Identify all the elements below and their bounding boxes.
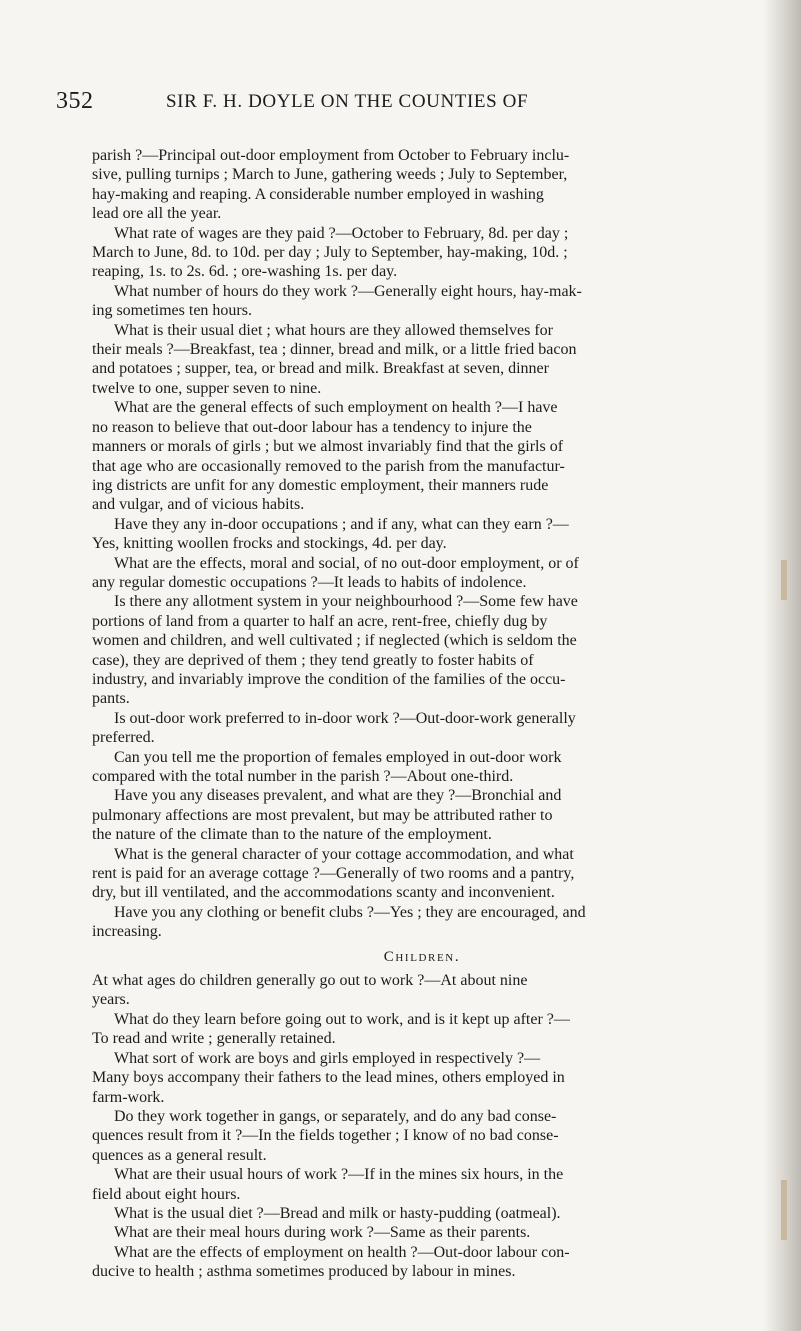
text-line: March to June, 8d. to 10d. per day ; July to September, hay-making, 10d. ;	[92, 244, 568, 262]
text-line: women and children, and well cultivated ; if neglected (which is seldom the	[92, 632, 577, 650]
text-line: field about eight hours.	[92, 1185, 241, 1203]
text-line: any regular domestic occupations ?—It leads to habits of indolence.	[92, 573, 527, 591]
text-line: What are the effects, moral and social, of no out-door employment, or of	[114, 554, 579, 572]
text-line: ing districts are unfit for any domestic employment, their manners rude	[92, 476, 549, 494]
text-line: farm-work.	[92, 1088, 165, 1106]
text-line: At what ages do children generally go out to work ?—At about nine	[92, 972, 528, 990]
text-line: What is the usual diet ?—Bread and milk or hasty-pudding (oatmeal).	[114, 1204, 561, 1222]
text-line: quences result from it ?—In the fields together ; I know of no bad conse-	[92, 1127, 559, 1145]
text-line: their meals ?—Breakfast, tea ; dinner, bread and milk, or a little fried bacon	[92, 341, 577, 359]
text-line: Is there any allotment system in your neighbourhood ?—Some few have	[114, 593, 578, 611]
page-header	[56, 88, 756, 118]
text-line: that age who are occasionally removed to the parish from the manufactur-	[92, 457, 565, 475]
text-line: Do they work together in gangs, or separately, and do any bad conse-	[114, 1107, 557, 1125]
text-line: dry, but ill ventilated, and the accommodations scanty and inconvenient.	[92, 884, 555, 902]
page-number: 352	[56, 88, 94, 114]
text-line: Yes, knitting woollen frocks and stockings, 4d. per day.	[92, 535, 447, 553]
text-line: What number of hours do they work ?—Generally eight hours, hay-mak-	[114, 282, 582, 300]
text-line: hay-making and reaping. A considerable number employed in washing	[92, 185, 544, 203]
text-line: Is out-door work preferred to in-door work ?—Out-door-work generally	[114, 709, 576, 727]
text-line: What is the general character of your cottage accommodation, and what	[114, 845, 574, 863]
text-line: Have they any in-door occupations ; and if any, what can they earn ?—	[114, 515, 569, 533]
text-line: Have you any diseases prevalent, and what are they ?—Bronchial and	[114, 787, 562, 805]
text-line: reaping, 1s. to 2s. 6d. ; ore-washing 1s. per day.	[92, 263, 398, 281]
text-line: What are the general effects of such employment on health ?—I have	[114, 399, 558, 417]
text-line: ing sometimes ten hours.	[92, 302, 252, 320]
text-line: case), they are deprived of them ; they tend greatly to foster habits of	[92, 651, 534, 669]
text-line: What are their usual hours of work ?—If in the mines six hours, in the	[114, 1166, 564, 1184]
text-line: increasing.	[92, 923, 162, 941]
binding-mark	[781, 1180, 787, 1240]
text-line: pulmonary affections are most prevalent, but may be attributed rather to	[92, 806, 553, 824]
text-line: and vulgar, and of vicious habits.	[92, 496, 305, 514]
text-line: What are the effects of employment on health ?—Out-door labour con-	[114, 1243, 570, 1261]
text-line: What is their usual diet ; what hours are they allowed themselves for	[114, 321, 553, 339]
running-head: SIR F. H. DOYLE ON THE COUNTIES OF	[166, 91, 529, 112]
text-line: and potatoes ; supper, tea, or bread and milk. Breakfast at seven, dinner	[92, 360, 549, 378]
text-line: no reason to believe that out-door labour has a tendency to injure the	[92, 418, 532, 436]
binding-mark	[781, 560, 787, 600]
page-edge-shadow	[763, 0, 801, 1331]
text-block-parish	[92, 146, 752, 942]
text-line: Many boys accompany their fathers to the lead mines, others employed in	[92, 1069, 565, 1087]
text-line: industry, and invariably improve the condition of the families of the occu-	[92, 670, 566, 688]
text-line: sive, pulling turnips ; March to June, gathering weeds ; July to September,	[92, 166, 568, 184]
page-body	[92, 146, 752, 1282]
text-line: quences as a general result.	[92, 1146, 267, 1164]
text-line: Can you tell me the proportion of females employed in out-door work	[114, 748, 562, 766]
section-heading-children: Children.	[383, 948, 461, 965]
text-line: What sort of work are boys and girls employed in respectively ?—	[114, 1049, 541, 1067]
text-line: To read and write ; generally retained.	[92, 1030, 336, 1048]
text-line: manners or morals of girls ; but we almost invariably find that the girls of	[92, 438, 564, 456]
text-line: parish ?—Principal out-door employment from October to February inclu-	[92, 147, 570, 164]
text-line: portions of land from a quarter to half an acre, rent-free, chiefly dug by	[92, 612, 548, 630]
text-block-children	[92, 971, 752, 1282]
text-line: What do they learn before going out to work, and is it kept up after ?—	[114, 1010, 570, 1028]
text-line: ducive to health ; asthma sometimes produced by labour in mines.	[92, 1263, 516, 1281]
text-line: preferred.	[92, 729, 155, 747]
text-line: Have you any clothing or benefit clubs ?—Yes ; they are encouraged, and	[114, 903, 586, 921]
text-line: What are their meal hours during work ?—Same as their parents.	[114, 1224, 531, 1242]
text-line: pants.	[92, 690, 130, 708]
text-line: years.	[92, 991, 130, 1009]
text-line: rent is paid for an average cottage ?—Generally of two rooms and a pantry,	[92, 865, 575, 883]
text-line: twelve to one, supper seven to nine.	[92, 379, 322, 397]
text-line: compared with the total number in the parish ?—About one-third.	[92, 768, 514, 785]
text-line: What rate of wages are they paid ?—October to February, 8d. per day ;	[114, 224, 569, 242]
text-line: lead ore all the year.	[92, 205, 222, 223]
text-line: the nature of the climate than to the nature of the employment.	[92, 826, 492, 844]
